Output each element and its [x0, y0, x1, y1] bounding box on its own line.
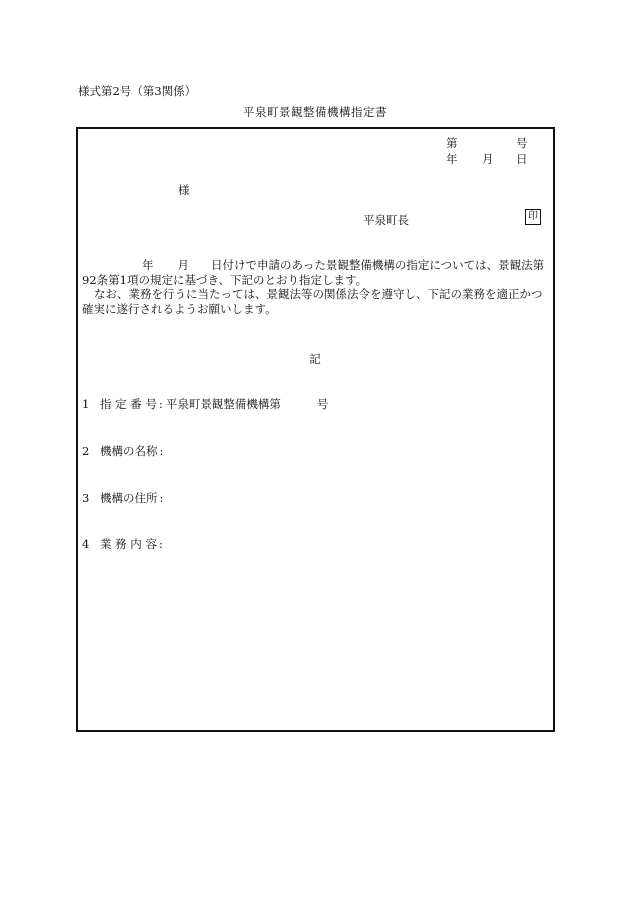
body-line-4: 確実に遂行されるようお願いします。: [82, 301, 277, 316]
date-day: 日: [516, 152, 528, 166]
item-number: 2: [82, 444, 90, 458]
item-colon: :: [158, 397, 163, 411]
document-frame: [76, 127, 555, 732]
item-value: 平泉町景観整備機構第: [165, 397, 281, 411]
item-business-content: [82, 538, 166, 552]
form-number: 様式第2号（第3関係）: [78, 84, 197, 98]
item-colon: :: [159, 444, 164, 458]
body-year: 年: [142, 258, 154, 272]
body-text: [82, 258, 550, 316]
body-line-1-text: 日付けで申請のあった景観整備機構の指定については、景観法第: [211, 258, 545, 272]
item-colon: :: [159, 491, 164, 505]
reference-number-prefix: 第: [446, 136, 458, 150]
seal-stamp-icon: 印: [525, 209, 541, 225]
addressee-honorific: 様: [178, 183, 190, 197]
issuer-name: 平泉町長: [363, 213, 409, 227]
item-number: 1: [82, 397, 90, 411]
item-label: 業 務 内 容: [100, 537, 157, 551]
item-number: 4: [82, 537, 90, 551]
body-line-1: [82, 258, 550, 273]
date-month: 月: [482, 152, 494, 166]
body-line-2: 92条第1項の規定に基づき、下記のとおり指定します。: [82, 272, 368, 287]
item-organization-name: [82, 445, 166, 459]
heading-ki: 記: [309, 352, 321, 366]
item-organization-address: [82, 492, 166, 506]
date-year: 年: [446, 152, 458, 166]
item-label: 機構の住所: [100, 491, 158, 505]
document-title: 平泉町景観整備機構指定書: [243, 105, 387, 119]
item-label: 機構の名称: [100, 444, 158, 458]
item-label: 指 定 番 号: [100, 397, 157, 411]
body-month: 月: [177, 258, 189, 272]
body-line-3-text: なお、業務を行うに当たっては、景観法等の関係法令を遵守し、下記の業務を適正かつ: [94, 287, 543, 301]
item-value-suffix: 号: [316, 397, 329, 411]
item-number: 3: [82, 491, 90, 505]
item-colon: :: [158, 537, 163, 551]
body-line-3: [82, 287, 550, 302]
item-designation-number: [82, 398, 328, 412]
reference-number-suffix: 号: [516, 136, 528, 150]
